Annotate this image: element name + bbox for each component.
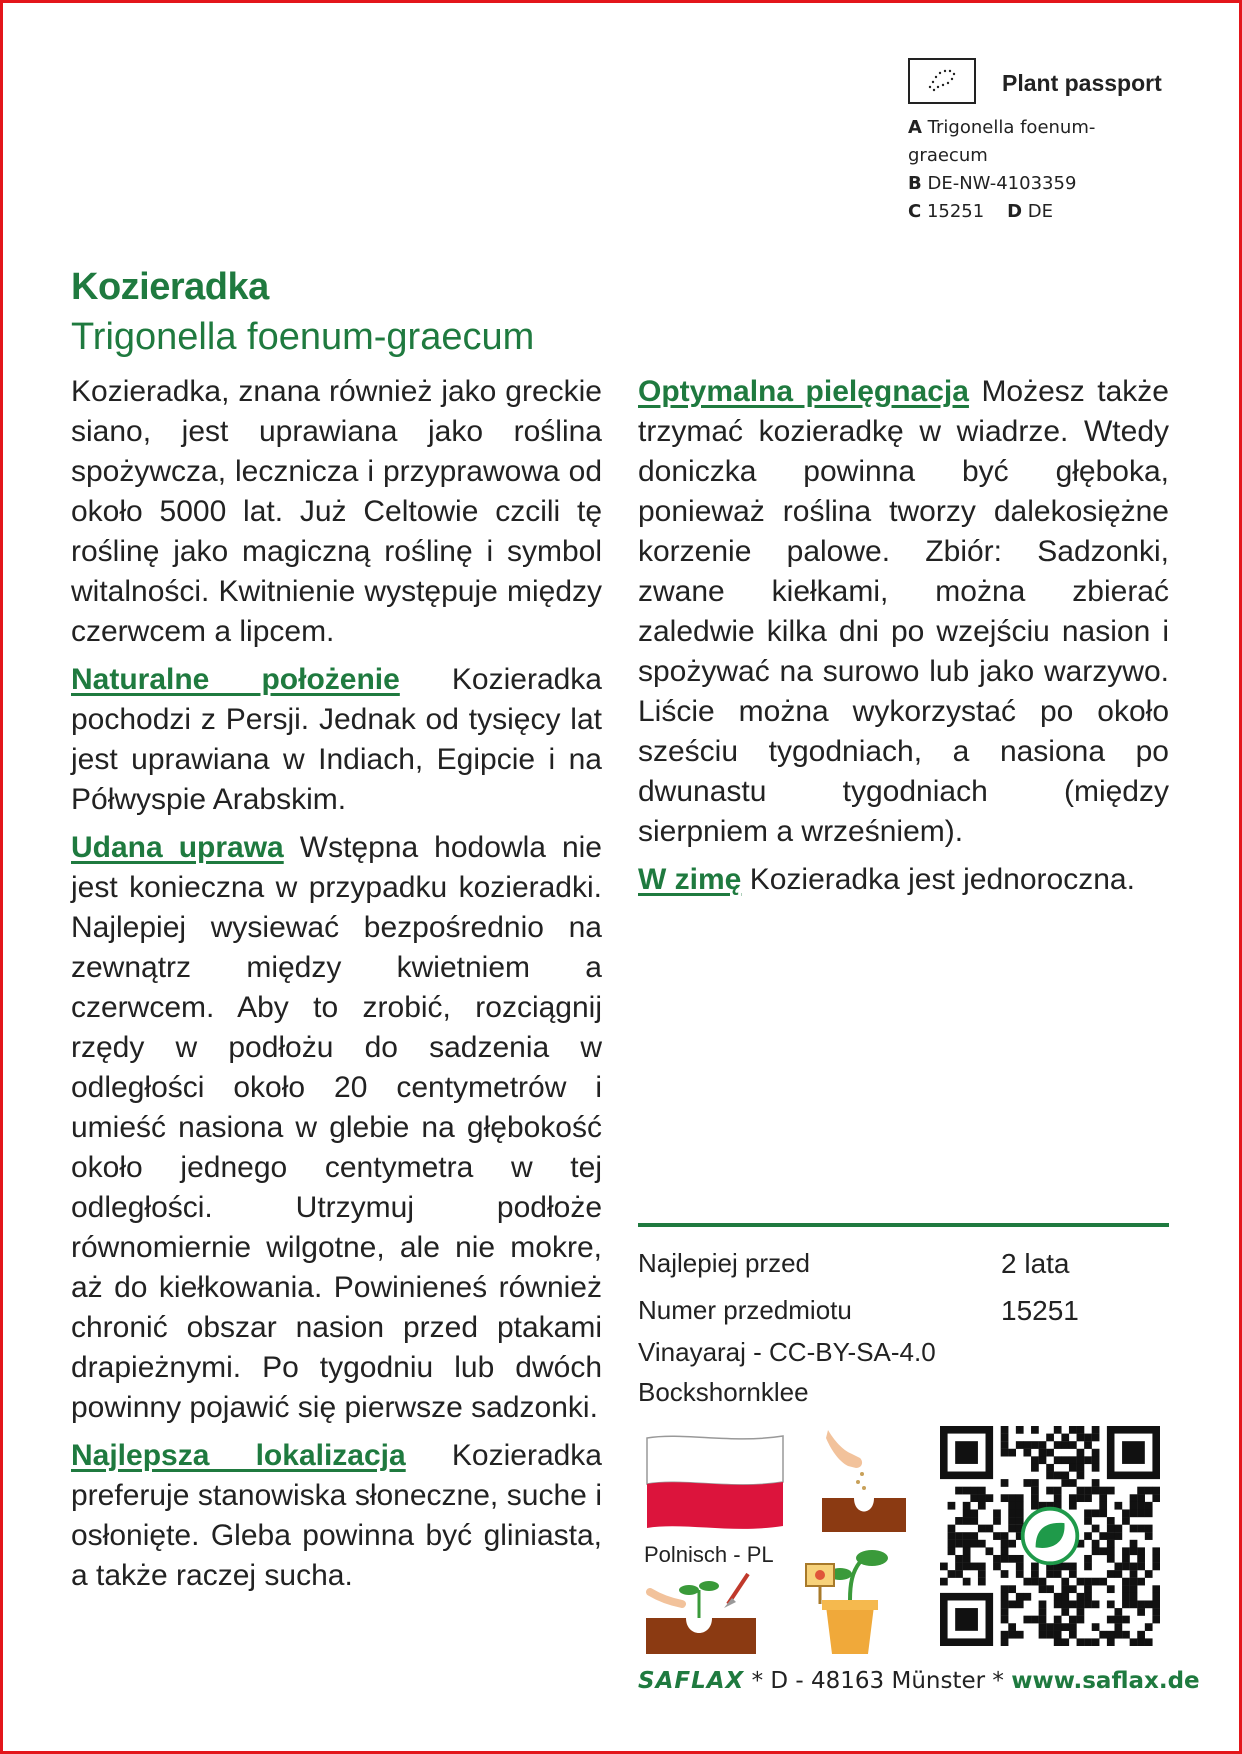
sowing-hand-icon bbox=[818, 1424, 910, 1536]
natural-paragraph: Naturalne położenie Kozieradka pochodzi z Persji. Jednak od tysięcy lat jest uprawiana w Indiach, Egipcie i na Półwyspie Arabskim. bbox=[71, 663, 602, 816]
german-name: Bockshornklee bbox=[638, 1377, 809, 1407]
plant-passport-details: A Trigonella foenum-graecum B DE-NW-4103359 C 15251 D DE bbox=[908, 117, 1096, 222]
qr-code-icon bbox=[940, 1426, 1160, 1646]
winter-heading: W zimę bbox=[638, 863, 742, 896]
location-heading: Najlepsza lokalizacja bbox=[71, 1439, 406, 1472]
item-number-value: 15251 bbox=[1001, 1295, 1079, 1326]
brand-logo: SAFLAX bbox=[638, 1668, 745, 1694]
right-column bbox=[638, 372, 1169, 908]
language-label: Polnisch - PL bbox=[644, 1542, 774, 1567]
growing-heading: Udana uprawa bbox=[71, 831, 284, 864]
growing-paragraph: Udana uprawa Wstępna hodowla nie jest konieczna w przypadku kozieradki. Najlepiej wysiewać bezpośrednio na zewnątrz między kwietniem a czerwcem. Aby to zrobić, rozciągnij rzędy w podłożu do sadzenia w odległości około 20 centymetrów i umieść nasiona w glebie na głębokość około jednego centymetra w tej odległości. Utrzymuj podłoże równomiernie wilgotne, ale nie mokre, aż do kiełkowania. Powinieneś również chronić obszar nasion przed ptakami drapieżnymi. Po tygodniu lub dwóch powinny pojawić się pierwsze sadzonki. bbox=[71, 831, 602, 1424]
footer-website[interactable]: www.saflax.de bbox=[1011, 1668, 1200, 1694]
plant-passport-title: Plant passport bbox=[1002, 70, 1162, 96]
product-latin-name: Trigonella foenum-graecum bbox=[71, 316, 535, 358]
left-column bbox=[71, 372, 602, 1604]
planting-seedling-icon bbox=[646, 1568, 756, 1656]
potted-plant-icon bbox=[800, 1544, 900, 1656]
eu-organic-leaf-icon bbox=[908, 58, 976, 104]
winter-paragraph: W zimę Kozieradka jest jednoroczna. bbox=[638, 863, 1135, 896]
product-name: Kozieradka bbox=[71, 266, 269, 308]
poland-flag-icon bbox=[643, 1432, 787, 1534]
best-before-value: 2 lata bbox=[1001, 1248, 1070, 1279]
best-before-label: Najlepiej przed bbox=[638, 1248, 810, 1278]
location-paragraph: Najlepsza lokalizacja Kozieradka preferuje stanowiska słoneczne, suche i osłonięte. Gleba powinna być gliniasta, a także raczej sucha. bbox=[71, 1439, 602, 1592]
care-paragraph: Optymalna pielęgnacja Możesz także trzymać kozieradkę w wiadrze. Wtedy doniczka powinna być głęboka, ponieważ roślina tworzy dalekosiężne korzenie palowe. Zbiór: Sadzonki, zwane kiełkami, można zbierać zaledwie kilka dni po wzejściu nasion i spożywać na surowo lub jako warzywo. Liście można wykorzystać po około sześciu tygodniach, a nasiona po dwunastu tygodniach (między sierpniem a wrześniem). bbox=[638, 375, 1169, 848]
intro-paragraph: Kozieradka, znana również jako greckie siano, jest uprawiana jako roślina spożywcza, lecznicza i przyprawowa od około 5000 lat. Już Celtowie czcili tę roślinę jako magiczną roślinę i symbol witalności. Kwitnienie występuje między czerwcem a lipcem. bbox=[71, 375, 602, 648]
item-number-label: Numer przedmiotu bbox=[638, 1295, 852, 1325]
footer-address: * D - 48163 Münster * bbox=[751, 1668, 1004, 1694]
care-heading: Optymalna pielęgnacja bbox=[638, 375, 969, 408]
footer bbox=[638, 1668, 1200, 1694]
natural-heading: Naturalne położenie bbox=[71, 663, 400, 696]
image-credit: Vinayaraj - CC-BY-SA-4.0 bbox=[638, 1337, 936, 1367]
info-divider bbox=[638, 1223, 1169, 1227]
